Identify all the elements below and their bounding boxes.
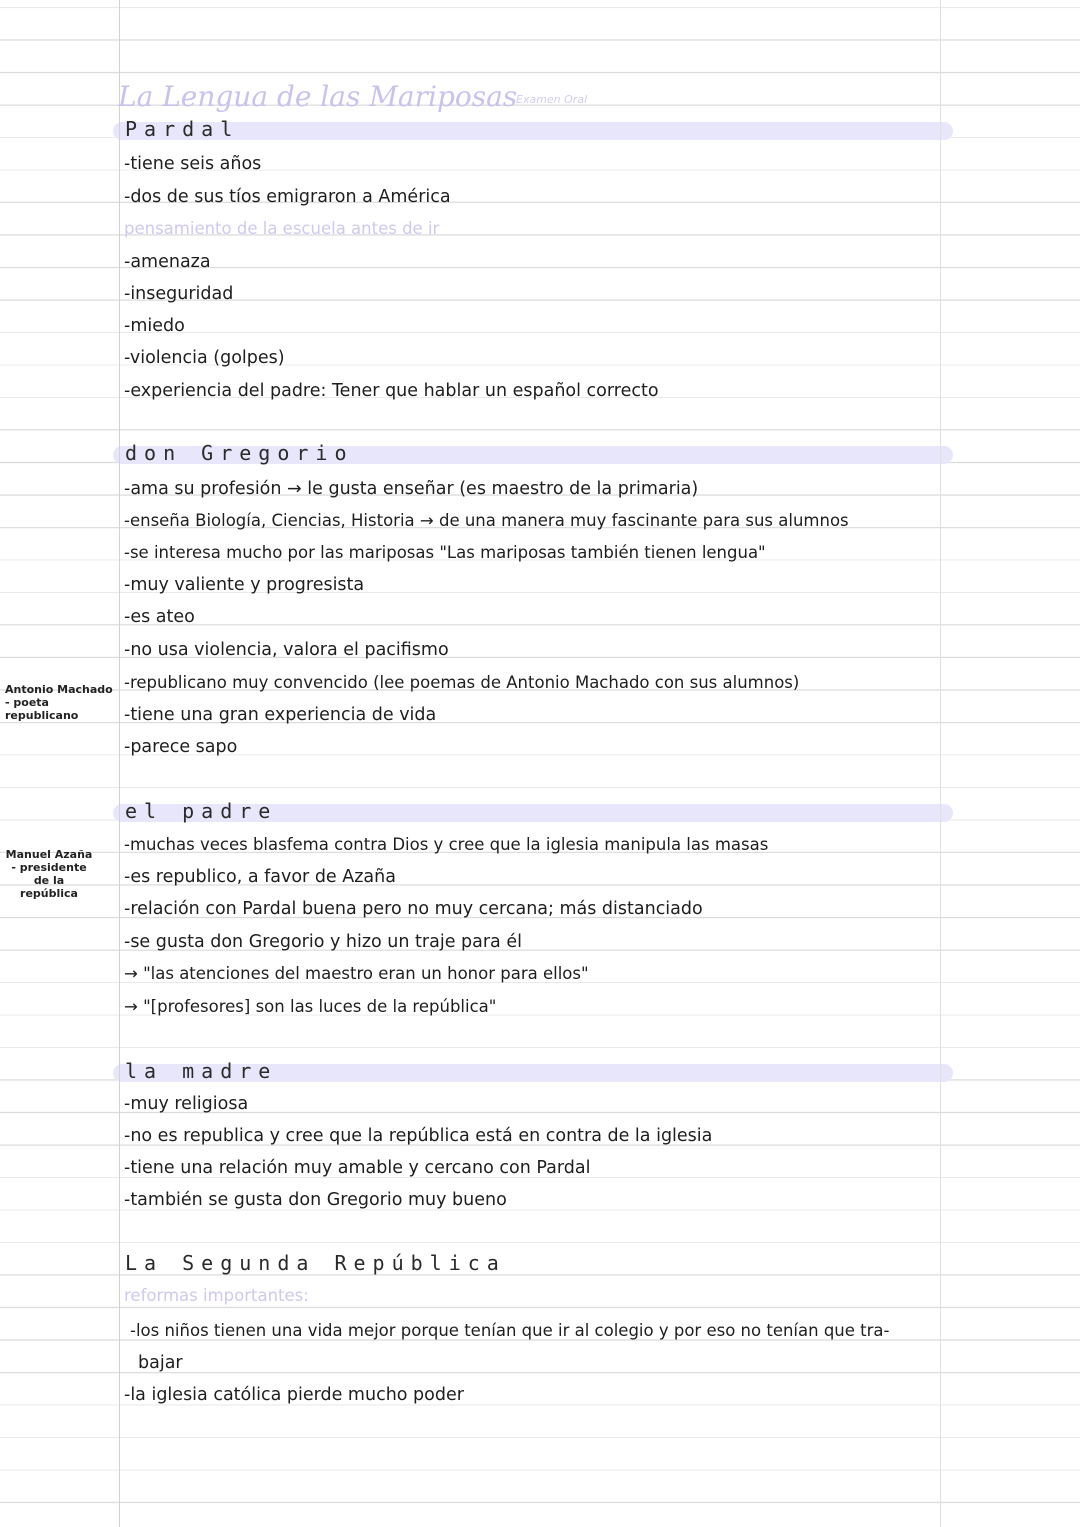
list-item: -relación con Pardal buena pero no muy cercana; más distanciado <box>124 899 703 919</box>
list-item: -la iglesia católica pierde mucho poder <box>124 1385 464 1405</box>
heading-madre: la madre <box>125 1058 277 1076</box>
page-subtitle: Examen Oral <box>516 93 588 106</box>
list-item: -inseguridad <box>124 284 234 304</box>
heading-gregorio: don Gregorio <box>125 440 354 458</box>
list-item: -es republico, a favor de Azaña <box>124 867 396 887</box>
heading-republica: La Segunda República <box>125 1251 506 1275</box>
page-title: La Lengua de las Mariposas <box>118 80 518 113</box>
list-item: -violencia (golpes) <box>124 348 285 368</box>
list-item: -dos de sus tíos emigraron a América <box>124 187 451 207</box>
list-item: -amenaza <box>124 252 211 272</box>
heading-pardal: Pardal <box>125 116 239 134</box>
list-item: -miedo <box>124 316 185 336</box>
list-item: -muchas veces blasfema contra Dios y cree que la iglesia manipula las masas <box>124 835 769 854</box>
list-item: -tiene una gran experiencia de vida <box>124 705 437 725</box>
heading-highlight <box>113 122 953 140</box>
list-item: -tiene una relación muy amable y cercano con Pardal <box>124 1158 591 1178</box>
list-item: -se interesa mucho por las mariposas "Las mariposas también tienen lengua" <box>124 543 766 562</box>
list-item: -republicano muy convencido (lee poemas de Antonio Machado con sus alumnos) <box>124 673 800 692</box>
heading-padre: el padre <box>125 798 277 816</box>
side-note-machado: Antonio Machado - poeta republicano <box>5 683 113 722</box>
list-item: → "[profesores] son las luces de la república" <box>124 997 497 1016</box>
list-item: -muy religiosa <box>124 1094 249 1114</box>
side-note-azana: Manuel Azaña - presidente de la república <box>5 848 93 900</box>
list-item: -ama su profesión → le gusta enseñar (es maestro de la primaria) <box>124 479 699 499</box>
list-item: -también se gusta don Gregorio muy bueno <box>124 1190 507 1210</box>
list-item: -es ateo <box>124 607 195 627</box>
list-item: bajar <box>138 1353 183 1373</box>
list-item: -tiene seis años <box>124 154 262 174</box>
list-item: -no es republica y cree que la república está en contra de la iglesia <box>124 1126 713 1146</box>
list-item: → "las atenciones del maestro eran un honor para ellos" <box>124 964 589 983</box>
list-item: -parece sapo <box>124 737 238 757</box>
subheading: pensamiento de la escuela antes de ir <box>124 219 440 238</box>
subheading: reformas importantes: <box>124 1286 309 1305</box>
list-item: -muy valiente y progresista <box>124 575 365 595</box>
list-item: -los niños tienen una vida mejor porque tenían que ir al colegio y por eso no tenían que tra- <box>130 1321 890 1340</box>
list-item: -experiencia del padre: Tener que hablar un español correcto <box>124 381 659 401</box>
list-item: -no usa violencia, valora el pacifismo <box>124 640 449 660</box>
list-item: -se gusta don Gregorio y hizo un traje para él <box>124 932 522 952</box>
list-item: -enseña Biología, Ciencias, Historia → de una manera muy fascinante para sus alumnos <box>124 511 849 530</box>
